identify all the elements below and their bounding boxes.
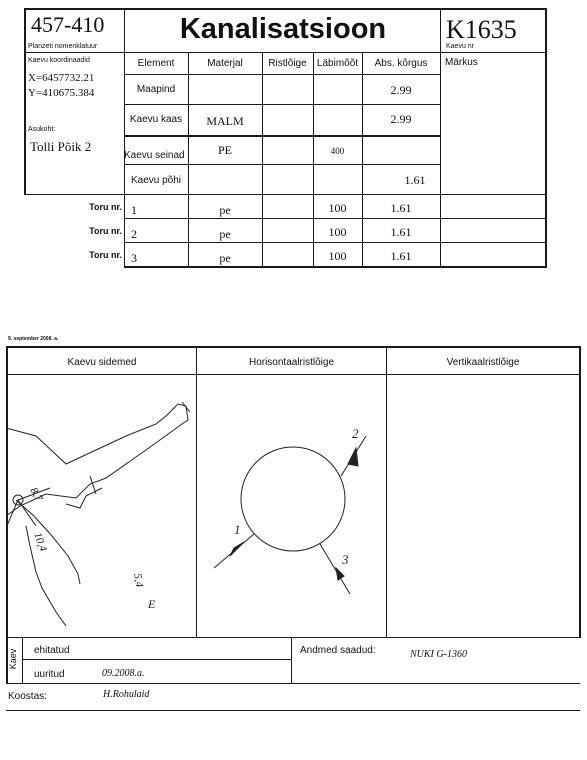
pipe-korgus: 1.61 — [390, 249, 412, 263]
row-element: Kaevu seinad — [124, 150, 185, 161]
pipe-label: Toru nr. — [89, 202, 122, 212]
coordinates-label: Kaevu koordinaadid — [28, 57, 90, 64]
col-header-ristloige: Ristlõige — [268, 58, 307, 69]
coordinate-x: X=6457732.21 — [28, 72, 95, 84]
pipe-nr: 2 — [131, 227, 137, 241]
sidemed-label-b: 10,4 — [31, 530, 50, 554]
document-title: Kanalisatsioon — [179, 13, 387, 45]
well-number: K1635 — [446, 15, 517, 44]
col-header-vertikaal: Vertikaalristlõige — [446, 357, 520, 368]
pipe-label: Toru nr. — [89, 250, 122, 260]
nomenclature-caption: Planzeti nomenklatuur — [28, 43, 98, 50]
address: Tolli Põik 2 — [30, 139, 92, 154]
pipe-nr: 1 — [131, 203, 137, 217]
sidemed-label-c: 5,4 — [131, 572, 146, 589]
well-number-caption: Kaevu nr — [446, 43, 475, 50]
pipe-1-label: 1 — [234, 522, 241, 537]
sheet-date: 9. september 2008. a. — [8, 336, 59, 342]
pipe-2-label: 2 — [352, 426, 359, 441]
sidemed-sketch — [6, 376, 196, 636]
pipe-labimoot: 100 — [328, 249, 347, 263]
pipe-label: Toru nr. — [89, 226, 122, 236]
address-label: Asukoht: — [28, 126, 56, 133]
pipe-korgus: 1.61 — [390, 225, 412, 239]
author-label: Koostas: — [8, 691, 47, 702]
pipe-row — [0, 200, 587, 218]
row-korgus: 2.99 — [390, 83, 412, 97]
row-element: Kaevu kaas — [129, 114, 183, 125]
row-element: Maapind — [136, 84, 176, 95]
coordinate-y: Y=410675.384 — [28, 87, 95, 99]
col-header-labimoot: Läbimõõt — [316, 58, 359, 69]
pipe-korgus: 1.61 — [390, 201, 412, 215]
col-header-materjal: Materjal — [207, 58, 243, 69]
col-header-korgus: Abs. kõrgus — [374, 58, 428, 69]
row-labimoot: 400 — [330, 146, 345, 156]
row-korgus: 2.99 — [390, 112, 412, 126]
row-element: Kaevu põhi — [130, 175, 182, 186]
sidemed-label-a: 8,7 — [27, 485, 45, 504]
updated-label: uuritud — [34, 669, 65, 680]
row-materjal: PE — [217, 143, 232, 157]
pipe-materjal: pe — [219, 227, 231, 241]
pipe-3-label: 3 — [342, 552, 349, 567]
horisontaal-sketch — [196, 376, 386, 636]
col-header-horisontaal: Horisontaalristlõige — [248, 357, 335, 368]
source-value: NUKI G-1360 — [410, 649, 467, 660]
pipe-labimoot: 100 — [328, 201, 347, 215]
built-label: ehitatud — [34, 645, 70, 656]
pipe-row — [0, 224, 587, 242]
sidemed-label-d: E — [148, 597, 156, 611]
row-materjal: MALM — [206, 114, 244, 128]
col-header-sidemed: Kaevu sidemed — [67, 357, 137, 368]
col-header-markus: Märkus — [445, 57, 478, 68]
pipe-nr: 3 — [131, 251, 137, 265]
nomenclature: 457-410 — [31, 12, 105, 37]
col-header-element: Element — [137, 58, 175, 69]
pipe-labimoot: 100 — [328, 225, 347, 239]
pipe-row — [0, 248, 587, 266]
pipe-materjal: pe — [219, 203, 231, 217]
source-label: Andmed saadud: — [300, 645, 376, 656]
row-korgus: 1.61 — [404, 173, 426, 187]
author-value: H.Rohulaid — [103, 689, 150, 700]
pipe-materjal: pe — [219, 251, 231, 265]
updated-value: 09.2008.a. — [102, 668, 145, 679]
kaev-label: Kaev — [8, 648, 18, 670]
